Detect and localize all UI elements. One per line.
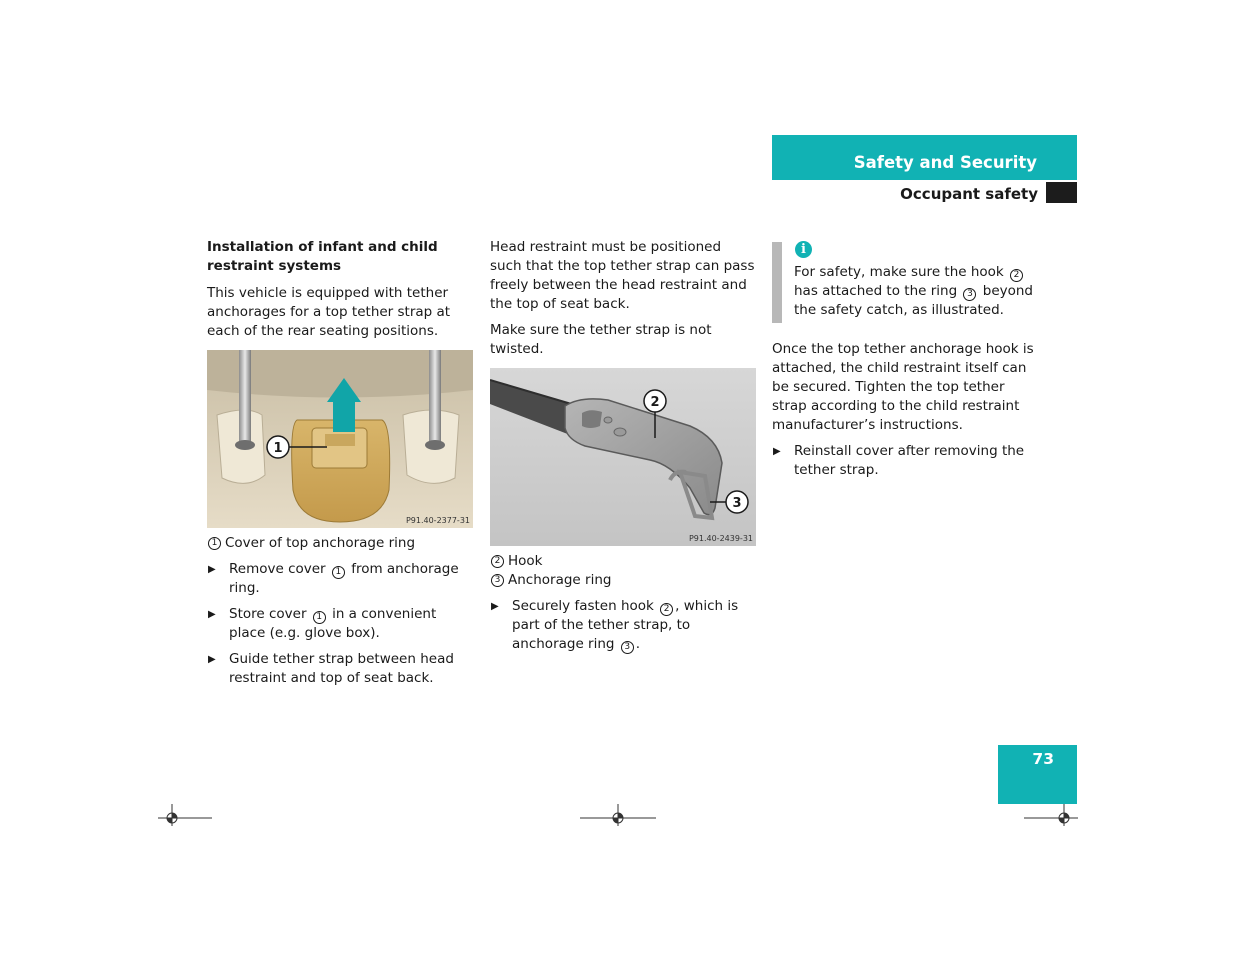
section-title: Safety and Security (853, 153, 1037, 172)
page-number: 73 (1032, 750, 1054, 768)
bullet-triangle-icon: ▶ (208, 609, 216, 620)
instruction-step (772, 442, 1038, 480)
intro-paragraph: This vehicle is equipped with tether anchorages for a top tether strap at each of the rear seating positions. (207, 285, 451, 339)
step-text: . (635, 636, 641, 652)
info-text: For safety, make sure the hook (794, 264, 1009, 280)
column-3 (772, 340, 1038, 480)
legend-text: Anchorage ring (508, 572, 612, 588)
step-text: Guide tether strap between head restraint and top of seat back. (229, 651, 454, 686)
figure-code: P91.40-2377-31 (405, 516, 470, 525)
step-text: Store cover (229, 606, 311, 622)
paragraph: Once the top tether anchorage hook is attached, the child restraint itself can be secured. Tighten the top tether strap according to the child restraint manufacturer’s instructions. (772, 341, 1034, 433)
hook-ring-illustration (490, 368, 756, 546)
step-text: Remove cover (229, 561, 330, 577)
callout-number: 1 (313, 611, 326, 624)
callout-3-label: 3 (732, 496, 742, 511)
page-number-band (998, 745, 1077, 804)
subsection-title: Occupant safety (900, 185, 1038, 203)
column-2 (490, 238, 756, 654)
callout-number: 1 (208, 537, 221, 550)
instruction-step (207, 650, 473, 688)
callout-number: 3 (963, 288, 976, 301)
bullet-triangle-icon: ▶ (208, 564, 216, 575)
figure-code: P91.40-2439-31 (688, 534, 753, 543)
info-bar (772, 242, 782, 323)
step-text: Reinstall cover after removing the tether strap. (794, 443, 1025, 478)
info-text: beyond the safety catch, as illustrated. (794, 283, 1033, 318)
paragraph: Make sure the tether strap is not twisted. (490, 322, 712, 357)
legend-item (490, 571, 756, 590)
callout-1-label: 1 (273, 441, 283, 456)
legend-text: Cover of top anchorage ring (225, 535, 416, 551)
crop-mark-icon (158, 802, 212, 826)
article-heading: Installation of infant and child restraint systems (207, 239, 438, 274)
section-header-band (772, 135, 1077, 180)
subsection-marker (1046, 182, 1077, 203)
callout-number: 3 (491, 574, 504, 587)
step-text: Securely fasten hook (512, 598, 659, 614)
instruction-step (207, 605, 473, 643)
callout-number: 2 (491, 555, 504, 568)
legend-item (207, 534, 473, 553)
paragraph: Head restraint must be positioned such that the top tether strap can pass freely between the head restraint and the top of seat back. (490, 239, 755, 312)
callout-number: 1 (332, 566, 345, 579)
instruction-step (490, 597, 756, 654)
figure-hook-ring (490, 368, 756, 546)
callout-2-label: 2 (650, 395, 660, 410)
step-text: , which is part of the tether strap, to anchorage ring (512, 598, 739, 652)
figure-anchorage-cover (207, 350, 473, 528)
info-icon: i (795, 241, 812, 258)
crop-mark-icon (580, 802, 656, 826)
column-1 (207, 238, 473, 688)
bullet-triangle-icon: ▶ (491, 601, 499, 612)
callout-number: 2 (1010, 269, 1023, 282)
bullet-triangle-icon: ▶ (208, 654, 216, 665)
info-text: has attached to the ring (794, 283, 962, 299)
bullet-triangle-icon: ▶ (773, 446, 781, 457)
legend-text: Hook (508, 553, 543, 569)
crop-mark-icon (1024, 802, 1078, 826)
callout-number: 2 (660, 603, 673, 616)
info-note (794, 263, 1044, 320)
step-text: from anchorage ring. (229, 561, 459, 596)
instruction-step (207, 560, 473, 598)
legend-item (490, 552, 756, 571)
anchorage-cover-illustration (207, 350, 473, 528)
step-text: in a convenient place (e.g. glove box). (229, 606, 437, 641)
callout-number: 3 (621, 641, 634, 654)
